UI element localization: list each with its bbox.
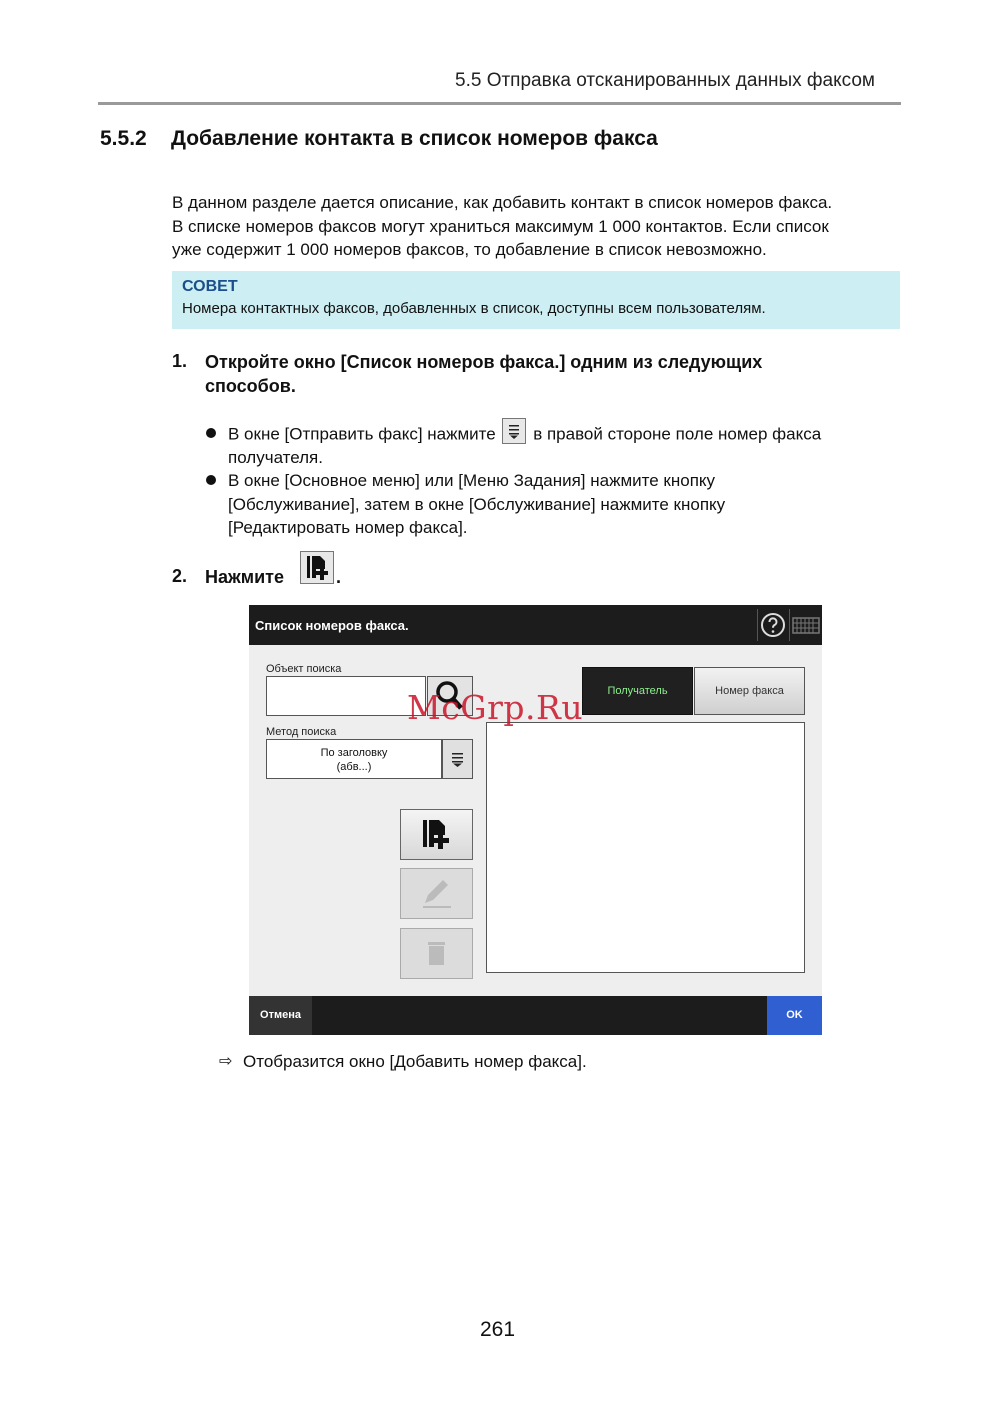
step-1-line: Откройте окно [Список номеров факса.] одним из следующих (205, 352, 763, 372)
tip-box (172, 271, 900, 329)
scroll-down-icon (502, 418, 526, 444)
fax-list-screenshot (249, 605, 822, 1035)
add-contact-button[interactable] (400, 809, 473, 860)
step-1-line: способов. (205, 376, 296, 396)
method-label: Метод поиска (266, 726, 337, 738)
step-2-number: 2. (172, 566, 188, 586)
bullet-1-line-1 (228, 422, 821, 448)
bullet-icon (206, 428, 216, 438)
section-heading: Добавление контакта в список номеров факса (171, 127, 658, 150)
running-header: 5.5 Отправка отсканированных данных факсом (455, 70, 875, 91)
step-2-text: Нажмите (205, 567, 284, 587)
edit-icon (401, 869, 472, 918)
bullet-2-line-3: [Редактировать номер факса]. (228, 518, 468, 537)
bullet-1-line-2: получателя. (228, 448, 323, 467)
step-1-number: 1. (172, 351, 188, 371)
intro-line: В данном разделе дается описание, как добавить контакт в список номеров факса. (172, 193, 833, 212)
page-number: 261 (480, 1318, 516, 1341)
section-title (100, 127, 658, 151)
cancel-button[interactable]: Отмена (249, 996, 312, 1035)
bullet-2-line-1: В окне [Основное меню] или [Меню Задания] нажмите кнопку (228, 471, 716, 490)
result-text: Отобразится окно [Добавить номер факса]. (243, 1052, 587, 1071)
contact-list[interactable] (486, 722, 805, 973)
bullet-1-text-b: в правой стороне поле номер факса (533, 424, 822, 444)
intro-line: В списке номеров факсов могут храниться максимум 1 000 контактов. Если список (172, 216, 829, 236)
intro-line: уже содержит 1 000 номеров факсов, то добавление в список невозможно. (172, 240, 767, 259)
method-dropdown-button[interactable] (442, 739, 473, 779)
delete-contact-button[interactable] (400, 928, 473, 979)
tab-recipient[interactable]: Получатель (582, 667, 693, 715)
search-label: Объект поиска (266, 663, 342, 675)
ok-button[interactable]: OK (767, 996, 822, 1035)
window-title: Список номеров факса. (255, 618, 409, 633)
step-2-period: . (336, 567, 342, 587)
header-rule (98, 102, 901, 105)
window-titlebar (249, 605, 822, 645)
tip-text: Номера контактных факсов, добавленных в список, доступны всем пользователям. (182, 300, 766, 317)
trash-icon (401, 929, 472, 978)
watermark: McGrp.Ru (407, 688, 584, 727)
method-select[interactable] (266, 739, 442, 779)
help-icon[interactable] (757, 609, 788, 641)
bullet-2-line-2: [Обслуживание], затем в окне [Обслуживание] нажмите кнопку (228, 495, 726, 514)
bottom-bar (249, 996, 822, 1035)
search-input[interactable] (266, 676, 426, 716)
scroll-down-icon (443, 740, 472, 778)
add-contact-icon (300, 551, 334, 584)
result-arrow-icon: ⇨ (219, 1053, 233, 1070)
intro-paragraph (172, 191, 902, 262)
tip-title: СОВЕТ (182, 278, 238, 295)
tab-fax-number[interactable]: Номер факса (694, 667, 805, 715)
section-number: 5.5.2 (100, 127, 147, 150)
step-1-heading (205, 350, 762, 398)
bullet-1-text-a: В окне [Отправить факс] нажмите (228, 424, 496, 444)
method-value-line-2: (абв...) (336, 761, 372, 773)
method-value-line-1: По заголовку (320, 747, 388, 759)
add-contact-icon (401, 810, 472, 859)
bullet-icon (206, 475, 216, 485)
keyboard-icon[interactable] (789, 609, 822, 641)
edit-contact-button[interactable] (400, 868, 473, 919)
